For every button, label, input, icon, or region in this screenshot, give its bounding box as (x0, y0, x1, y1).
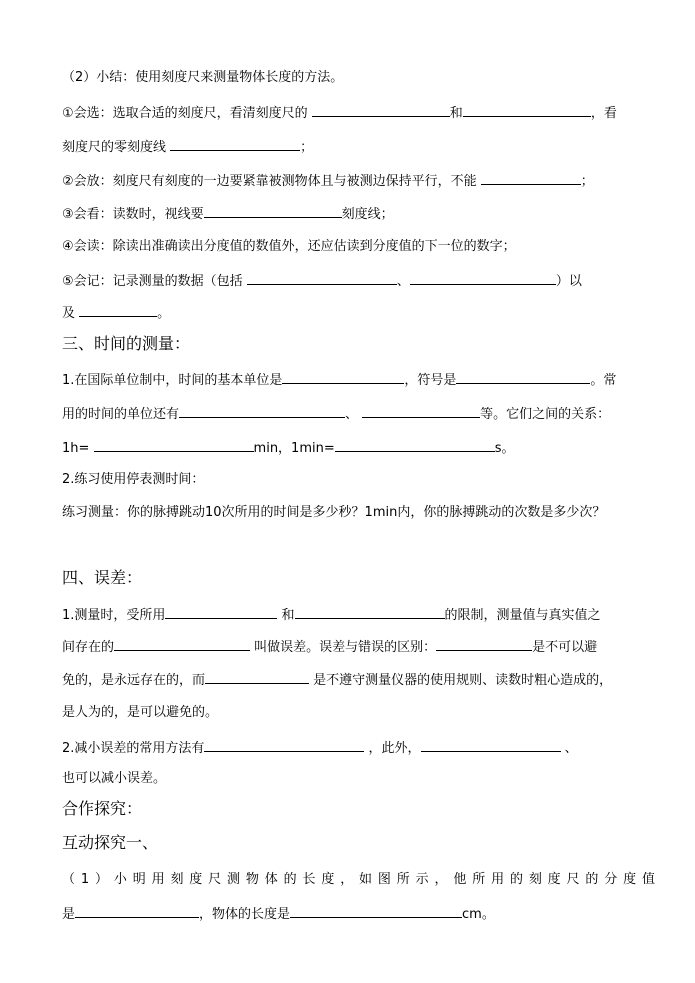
cooperate-heading: 合作探究： (62, 799, 143, 818)
time-symbol-blank[interactable] (456, 369, 590, 384)
division-value-blank[interactable] (75, 903, 199, 918)
read-estimate-line: ④会读：除读出准确读出分度值的数值外，还应估读到分度值的下一位的数字； (62, 239, 516, 254)
choose-ruler-line: ①会选：选取合适的刻度尺，看清刻度尺的 和 ，看 (62, 102, 655, 124)
difference-blank[interactable] (114, 636, 250, 651)
error-term-blank[interactable] (436, 636, 532, 651)
method-blank[interactable] (295, 604, 445, 619)
stopwatch-line: 2.练习使用停表测时间： (62, 472, 205, 487)
record-line: ⑤会记：记录测量的数据（包括 、 ）以 (62, 270, 655, 292)
reduce-error-line-2: 也可以减小误差。 (62, 771, 167, 786)
error-def-line-3: 免的，是永远存在的，而 是不遵守测量仪器的使用规则、读数时粗心造成的， (62, 669, 655, 691)
instrument-blank[interactable] (165, 604, 277, 619)
question-1-answer-line: 是 ，物体的长度是 cm。 (62, 903, 655, 925)
error-def-line-1: 1.测量时，受所用 和 的限制，测量值与真实值之 (62, 604, 655, 626)
error-def-line-4: 是人为的，是可以避免的。 (62, 705, 219, 720)
section-error-heading: 四、误差： (62, 568, 143, 587)
unit-blank[interactable] (410, 270, 556, 285)
zero-mark-blank[interactable] (170, 136, 300, 151)
min-sec-blank[interactable] (335, 437, 495, 452)
place-blank[interactable] (481, 170, 581, 185)
time-unit-blank[interactable] (282, 369, 404, 384)
summary-title: （2）小结：使用刻度尺来测量物体长度的方法。 (62, 70, 344, 85)
reduce-extra-blank-1[interactable] (421, 737, 561, 752)
interact-heading: 互动探究一、 (62, 833, 159, 852)
hour-min-blank[interactable] (94, 437, 254, 452)
read-view-line: ③会看：读数时，视线要 刻度线； (62, 203, 655, 225)
question-1-line: （1）小明用刻度尺测物体的长度，如图所示，他所用的刻度尺的分度值 (62, 872, 655, 887)
section-time-heading: 三、时间的测量： (62, 334, 191, 353)
record-extra-blank[interactable] (79, 302, 157, 317)
length-blank[interactable] (290, 903, 462, 918)
other-unit-blank-1[interactable] (179, 403, 345, 418)
time-other-units-line: 用的时间的单位还有 、 等。它们之间的关系： (62, 403, 655, 425)
place-ruler-line: ②会放：刻度尺有刻度的一边要紧靠被测物体且与被测边保持平行，不能 ； (62, 170, 655, 192)
reduce-error-line: 2.减小误差的常用方法有 ，此外， 、 (62, 737, 655, 759)
value-blank[interactable] (247, 270, 397, 285)
sightline-blank[interactable] (204, 203, 342, 218)
other-unit-blank-2[interactable] (362, 403, 480, 418)
division-blank[interactable] (463, 102, 591, 117)
time-conversion-line: 1h= min，1min= s。 (62, 437, 655, 459)
range-blank[interactable] (312, 102, 450, 117)
time-unit-line: 1.在国际单位制中，时间的基本单位是 ，符号是 。常 (62, 369, 655, 391)
error-def-line-2: 间存在的 叫做误差。误差与错误的区别： 是不可以避 (62, 636, 655, 658)
record-line-2: 及 。 (62, 302, 655, 324)
zero-mark-line: 刻度尺的零刻度线 ； (62, 136, 655, 158)
pulse-practice-line: 练习测量：你的脉搏跳动10次所用的时间是多少秒？1min内，你的脉搏跳动的次数是多少次？ (62, 505, 606, 520)
reduce-method-blank[interactable] (204, 737, 364, 752)
mistake-blank[interactable] (205, 669, 309, 684)
